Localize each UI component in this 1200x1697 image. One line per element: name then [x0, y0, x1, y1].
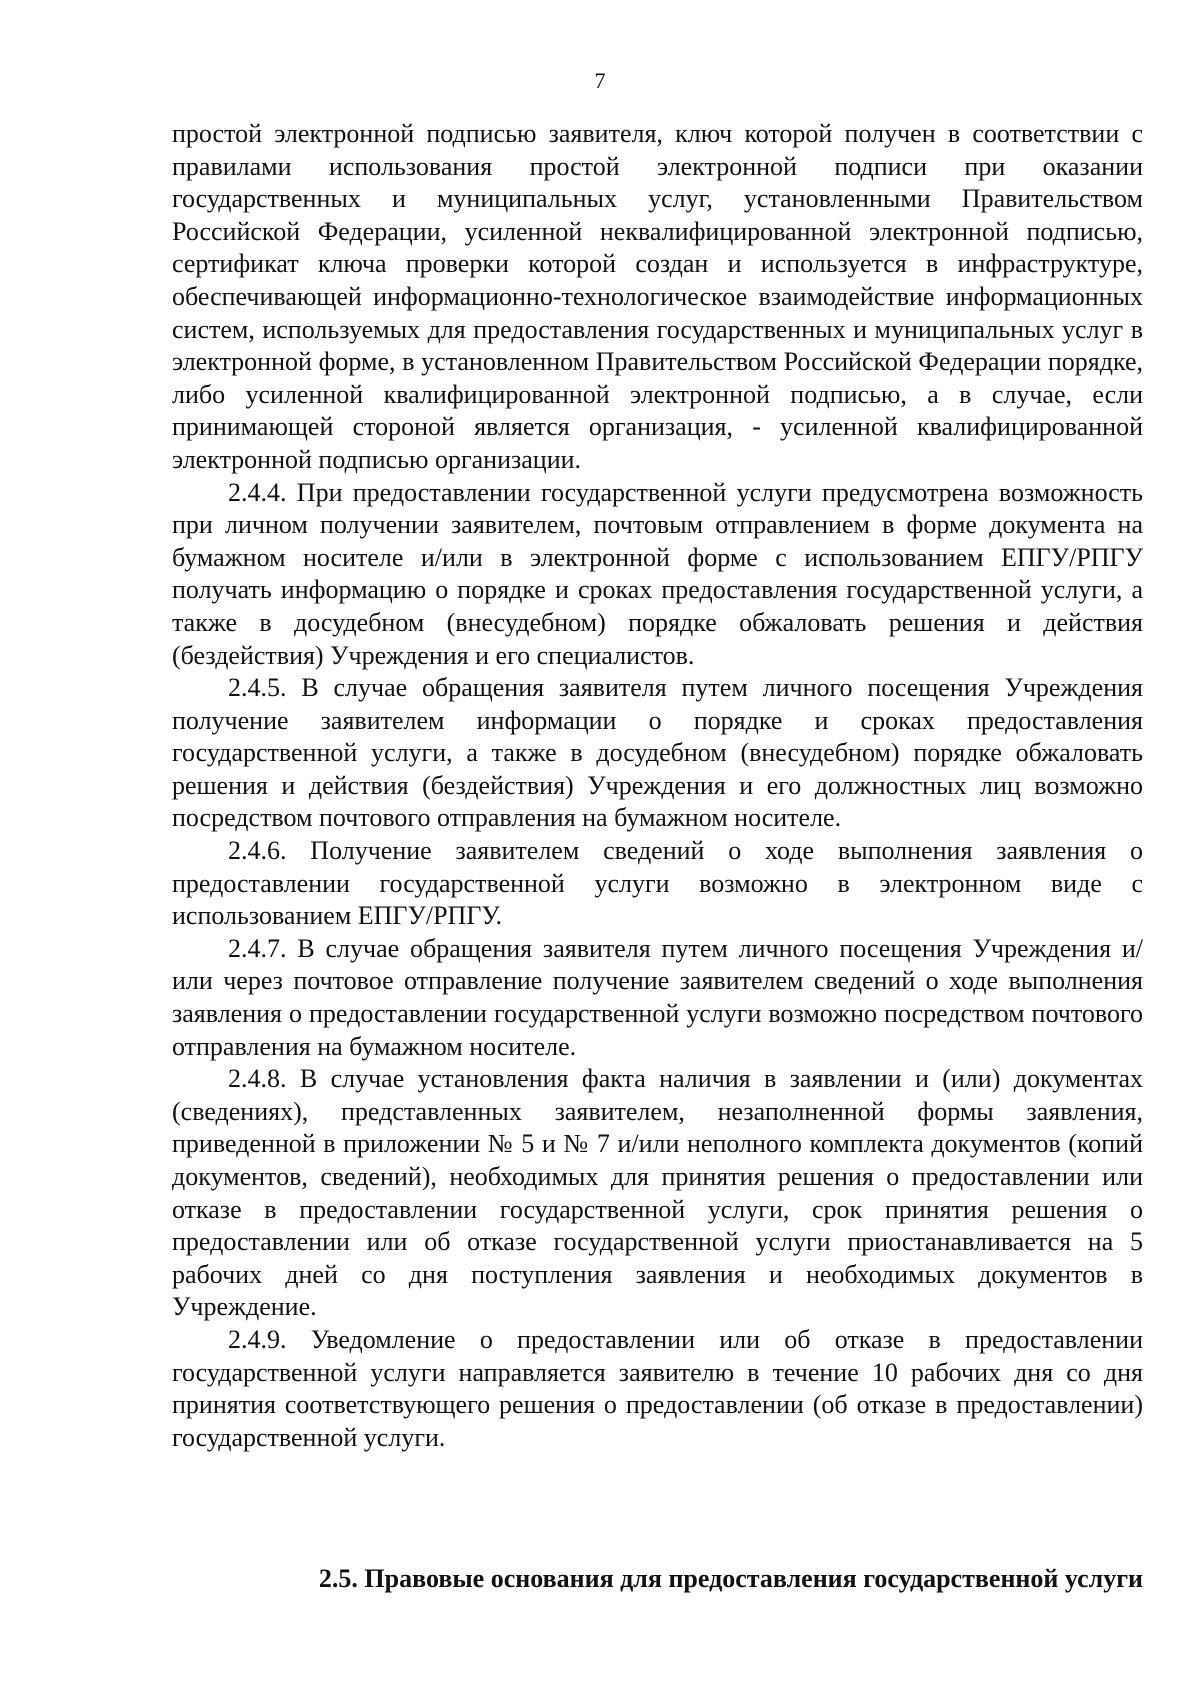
paragraph-continuation: простой электронной подписью заявителя, ключ которой получен в соответствии с правилами использования простой электронной подписи при оказании государственных и муниципальных услуг, установленными Правительством Российской Федерации, усиленной неквалифицированной электронной подписью, сертификат ключа проверки которой создан и используется в инфраструктуре, обеспечивающей информационно-технологическое взаимодействие информационных систем, используемых для предоставления государственных и муниципальных услуг в электронной форме, в установленном Правительством Российской Федерации порядке, либо усиленной квалифицированной электронной подписью, а в случае, если принимающей стороной является организация, - усиленной квалифицированной электронной подписью организации. — [172, 119, 1143, 474]
section-heading: 2.5. Правовые основания для предоставления государственной услуги — [318, 1564, 1143, 1593]
paragraph-2-4-5: 2.4.5. В случае обращения заявителя путем личного посещения Учреждения получение заявителем информации о порядке и сроках предоставления государственной услуги, а также в досудебном (внесудебном) порядке обжаловать решения и действия (бездействия) Учреждения и его должностных лиц возможно посредством почтового отправления на бумажном носителе. — [172, 673, 1143, 833]
paragraph-2-4-6: 2.4.6. Получение заявителем сведений о ходе выполнения заявления о предоставлении государственной услуги возможно в электронном виде с использованием ЕПГУ/РПГУ. — [172, 836, 1143, 931]
document-body — [172, 118, 1143, 1454]
paragraph-2-4-8: 2.4.8. В случае установления факта наличия в заявлении и (или) документах (сведениях), представленных заявителем, незаполненной формы заявления, приведенной в приложении № 5 и № 7 и/или неполного комплекта документов (копий документов, сведений), необходимых для принятия решения о предоставлении или отказе в предоставлении государственной услуги, срок принятия решения о предоставлении или об отказе государственной услуги приостанавливается на 5 рабочих дней со дня поступления заявления и необходимых документов в Учреждение. — [172, 1064, 1143, 1322]
paragraph-2-4-4: 2.4.4. При предоставлении государственной услуги предусмотрена возможность при личном получении заявителем, почтовым отправлением в форме документа на бумажном носителе и/или в электронной форме с использованием ЕПГУ/РПГУ получать информацию о порядке и сроках предоставления государственной услуги, а также в досудебном (внесудебном) порядке обжаловать решения и действия (бездействия) Учреждения и его специалистов. — [172, 477, 1143, 670]
paragraph-2-4-9: 2.4.9. Уведомление о предоставлении или об отказе в предоставлении государственной услуги направляется заявителю в течение 10 рабочих дня со дня принятия соответствующего решения о предоставлении (об отказе в предоставлении) государственной услуги. — [172, 1324, 1143, 1452]
paragraph-2-4-7: 2.4.7. В случае обращения заявителя путем личного посещения Учреждения и/или через почтовое отправление получение заявителем сведений о ходе выполнения заявления о предоставлении государственной услуги возможно посредством почтового отправления на бумажном носителе. — [172, 933, 1143, 1061]
page-number: 7 — [594, 68, 606, 93]
